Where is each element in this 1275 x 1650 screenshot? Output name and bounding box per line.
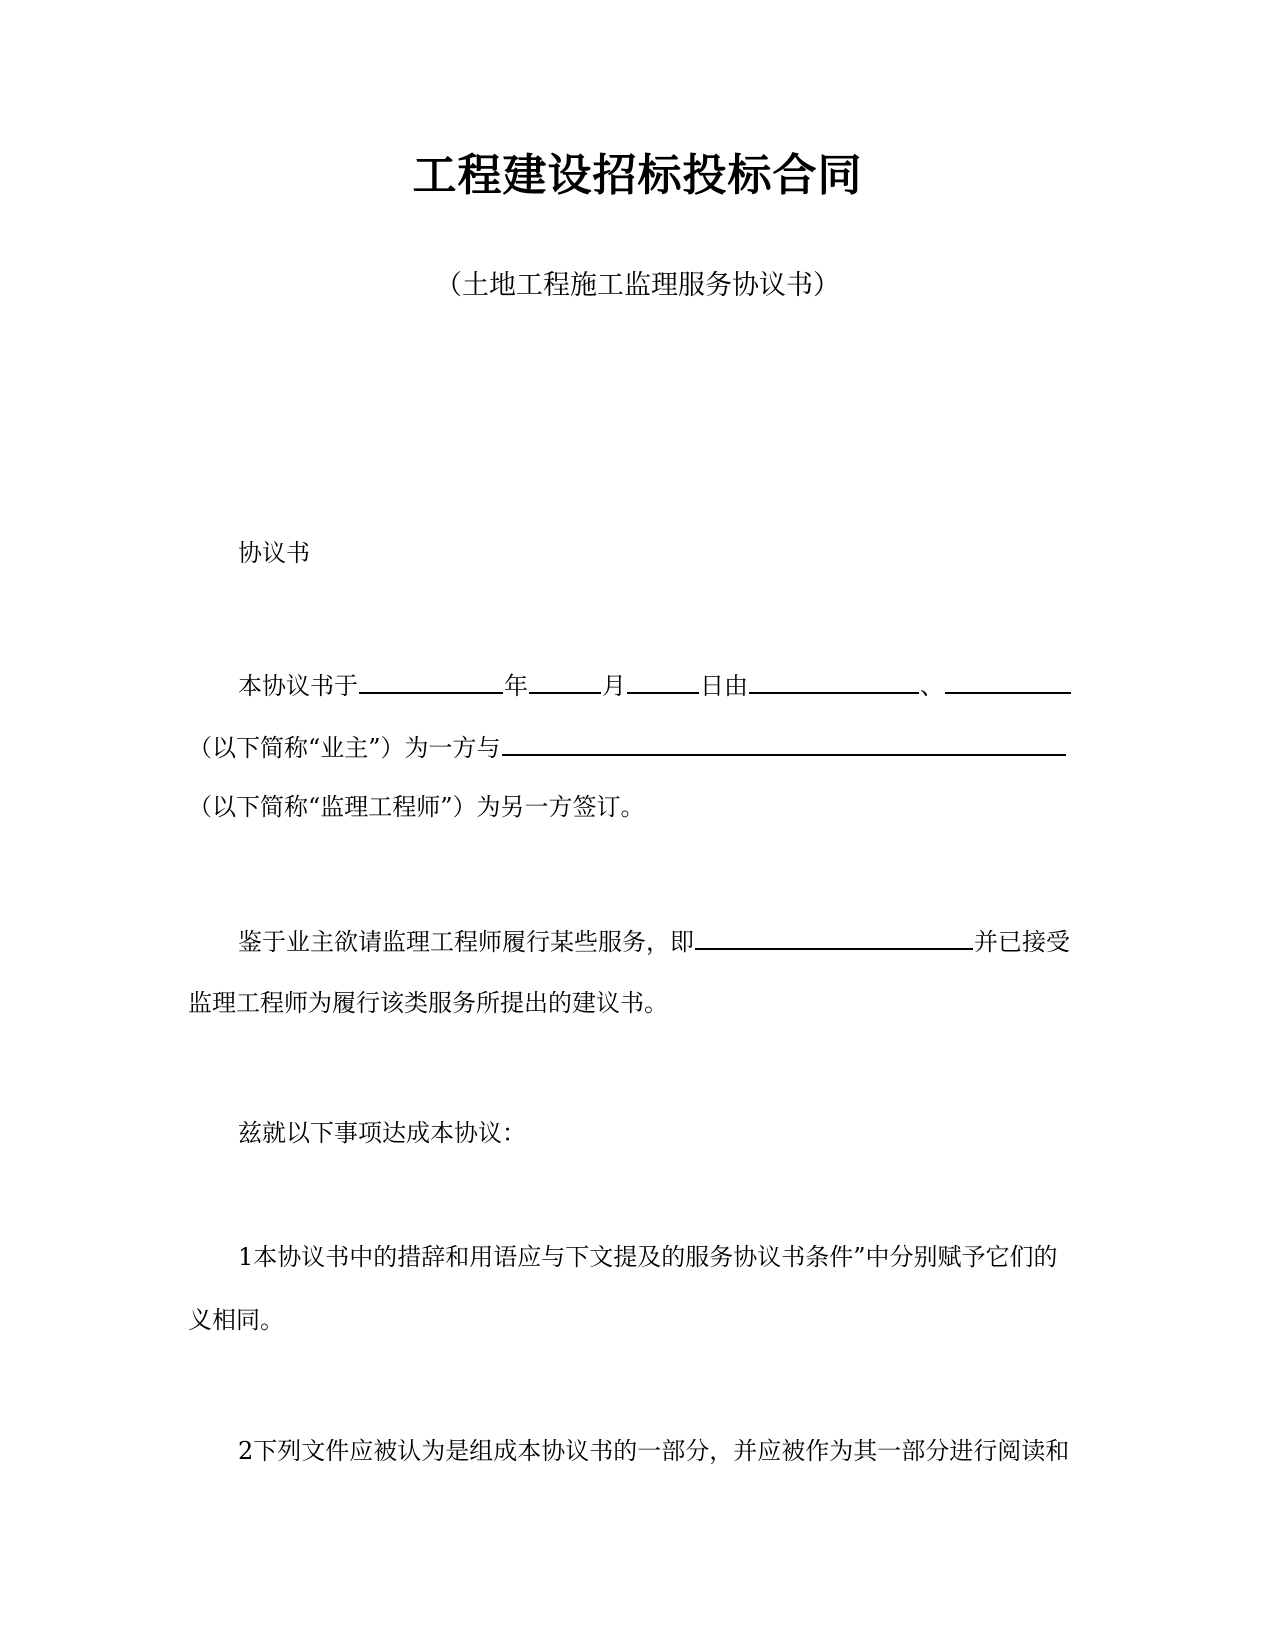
- owner-name-blank: [749, 666, 919, 694]
- document-subtitle: （土地工程施工监理服务协议书）: [435, 270, 840, 301]
- clause-1-line-1: 1本协议书中的措辞和用语应与下文提及的服务协议书条件”中分别赋予它们的: [238, 1243, 1058, 1271]
- owner-definition-line: [188, 728, 1067, 765]
- section-heading: 协议书: [238, 539, 310, 567]
- engineer-name-blank: [502, 728, 1066, 756]
- engineer-definition-line: （以下简称“监理工程师”）为另一方签订。: [188, 793, 645, 821]
- services-blank: [695, 922, 973, 950]
- owner-definition-text: （以下简称“业主”）为一方与: [188, 734, 501, 762]
- document-title: 工程建设招标投标合同: [412, 150, 863, 201]
- year-blank: [359, 666, 503, 694]
- owner-extra-blank: [945, 666, 1071, 694]
- agreement-date-line: [238, 666, 1072, 703]
- proposal-line: 监理工程师为履行该类服务所提出的建议书。: [188, 989, 668, 1017]
- clause-2-line-1: 2下列文件应被认为是组成本协议书的一部分，并应被作为其一部分进行阅读和: [238, 1437, 1070, 1465]
- year-label: 年: [504, 672, 528, 700]
- separator-mark: 、: [920, 672, 944, 700]
- day-label: 日由: [700, 672, 748, 700]
- month-label: 月: [602, 672, 626, 700]
- agreement-intro: 兹就以下事项达成本协议：: [238, 1119, 526, 1147]
- agreement-date-prefix: 本协议书于: [238, 672, 358, 700]
- clause-1-line-2: 义相同。: [188, 1306, 284, 1334]
- services-line: [238, 922, 1070, 959]
- services-text-end: 并已接受: [974, 928, 1070, 956]
- day-blank: [627, 666, 699, 694]
- month-blank: [529, 666, 601, 694]
- services-text-start: 鉴于业主欲请监理工程师履行某些服务，即: [238, 928, 694, 956]
